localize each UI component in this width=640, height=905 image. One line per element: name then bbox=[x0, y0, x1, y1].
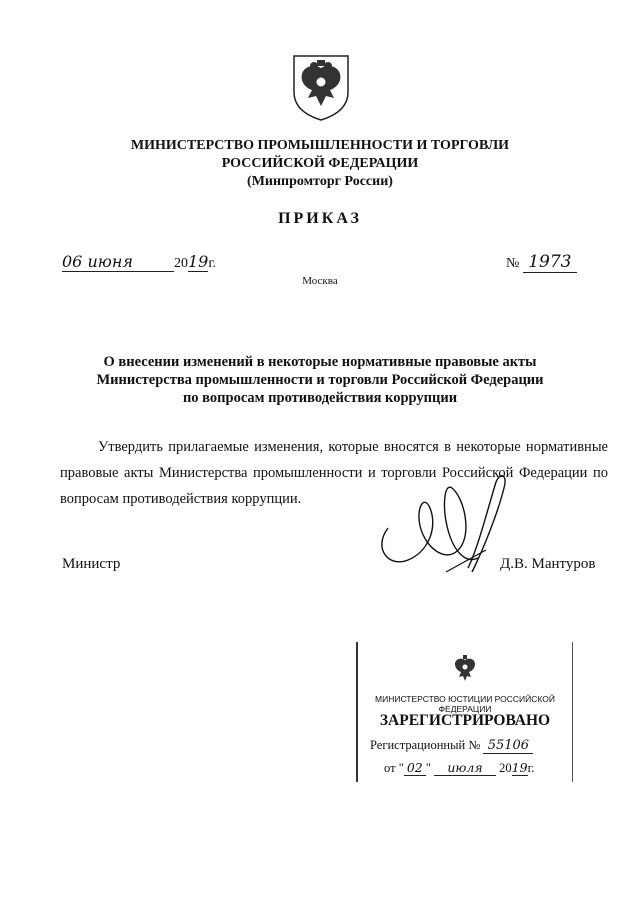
stamp-month: июля bbox=[434, 760, 496, 776]
stamp-header: МИНИСТЕРСТВО ЮСТИЦИИ РОССИЙСКОЙ ФЕДЕРАЦИИ bbox=[375, 694, 555, 714]
coat-of-arms-icon bbox=[290, 52, 352, 127]
stamp-reg-line bbox=[370, 738, 533, 754]
stamp-day: 02 bbox=[404, 760, 426, 776]
document-title: ПРИКАЗ bbox=[278, 210, 362, 227]
handwritten-signature bbox=[368, 468, 518, 583]
stamp-year-end: г. bbox=[527, 761, 535, 775]
order-date-suffix: г. bbox=[208, 256, 217, 271]
stamp-from-label: от bbox=[384, 761, 396, 775]
order-date-day-month: 06 июня bbox=[62, 252, 174, 272]
order-date-year-suffix: 19 bbox=[188, 252, 209, 271]
order-number bbox=[506, 252, 577, 273]
subject-line2: Министерства промышленности и торговли Российской Федерации bbox=[96, 372, 544, 388]
stamp-year-suffix: 19 bbox=[511, 760, 528, 775]
stamp-reg-label: Регистрационный № bbox=[370, 738, 481, 752]
stamp-registered: ЗАРЕГИСТРИРОВАНО bbox=[379, 712, 551, 729]
registration-stamp bbox=[356, 642, 573, 782]
stamp-reg-number: 55106 bbox=[483, 738, 533, 754]
order-city: Москва bbox=[302, 275, 338, 287]
ministry-name-line1: МИНИСТЕРСТВО ПРОМЫШЛЕННОСТИ И ТОРГОВЛИ bbox=[130, 138, 510, 153]
order-date-year-prefix: 20 bbox=[174, 256, 188, 271]
ministry-name-line2: РОССИЙСКОЙ ФЕДЕРАЦИИ bbox=[221, 156, 419, 171]
order-number-value: 1973 bbox=[523, 252, 577, 273]
order-number-label: № bbox=[506, 256, 520, 271]
order-body-paragraph: Утвердить прилагаемые изменения, которые вносятся в некоторые нормативные правовые акты Министерства промышленности и торговли Российской Федерации по вопросам противодействия коррупции. bbox=[60, 439, 608, 507]
stamp-emblem-icon bbox=[452, 654, 478, 689]
signatory-position: Министр bbox=[62, 556, 121, 572]
subject-line3: по вопросам противодействия коррупции bbox=[182, 390, 458, 406]
ministry-short-name: (Минпромторг России) bbox=[247, 174, 393, 189]
subject-line1: О внесении изменений в некоторые нормативные правовые акты bbox=[103, 354, 537, 370]
stamp-date-line: от " 02 " июля 2019г. bbox=[384, 760, 535, 775]
signatory-name: Д.В. Мантуров bbox=[500, 556, 596, 572]
order-date bbox=[62, 252, 216, 272]
stamp-year-prefix: 20 bbox=[499, 761, 512, 775]
